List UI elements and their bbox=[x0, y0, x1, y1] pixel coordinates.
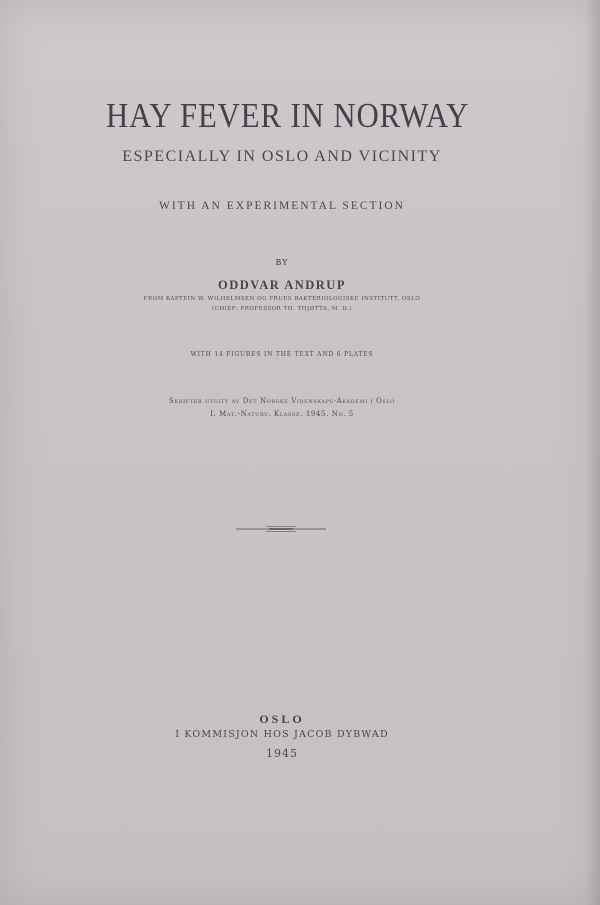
book-section-note: WITH AN EXPERIMENTAL SECTION bbox=[159, 200, 405, 212]
author-name: ODDVAR ANDRUP bbox=[218, 278, 346, 292]
book-subtitle: ESPECIALLY IN OSLO AND VICINITY bbox=[122, 148, 442, 165]
publication-place: OSLO bbox=[259, 712, 305, 726]
figures-note: WITH 14 FIGURES IN THE TEXT AND 6 PLATES bbox=[190, 351, 374, 358]
series-line1: Skrifter utgitt av Det Norske Videnskaps-Akademi i Oslo bbox=[168, 397, 395, 405]
author-affiliation-line2: (CHIEF: PROFESSOR TH. THJØTTA, M. D.) bbox=[211, 306, 353, 312]
ornament-rule bbox=[236, 524, 326, 534]
publisher: I KOMMISJON HOS JACOB DYBWAD bbox=[175, 729, 389, 740]
cover-edge-shadow bbox=[586, 0, 600, 905]
series-line2: I. Mat.-Naturv. Klasse. 1945. No. 5 bbox=[210, 410, 354, 418]
by-label: BY bbox=[275, 258, 289, 267]
book-title: HAY FEVER IN NORWAY bbox=[106, 96, 470, 135]
publication-year: 1945 bbox=[266, 747, 298, 760]
author-affiliation-line1: FROM KAPTEIN W. WILHELMSEN OG FRUES BAKTERIOLOGISKE INSTITUTT, OSLO bbox=[143, 296, 421, 302]
